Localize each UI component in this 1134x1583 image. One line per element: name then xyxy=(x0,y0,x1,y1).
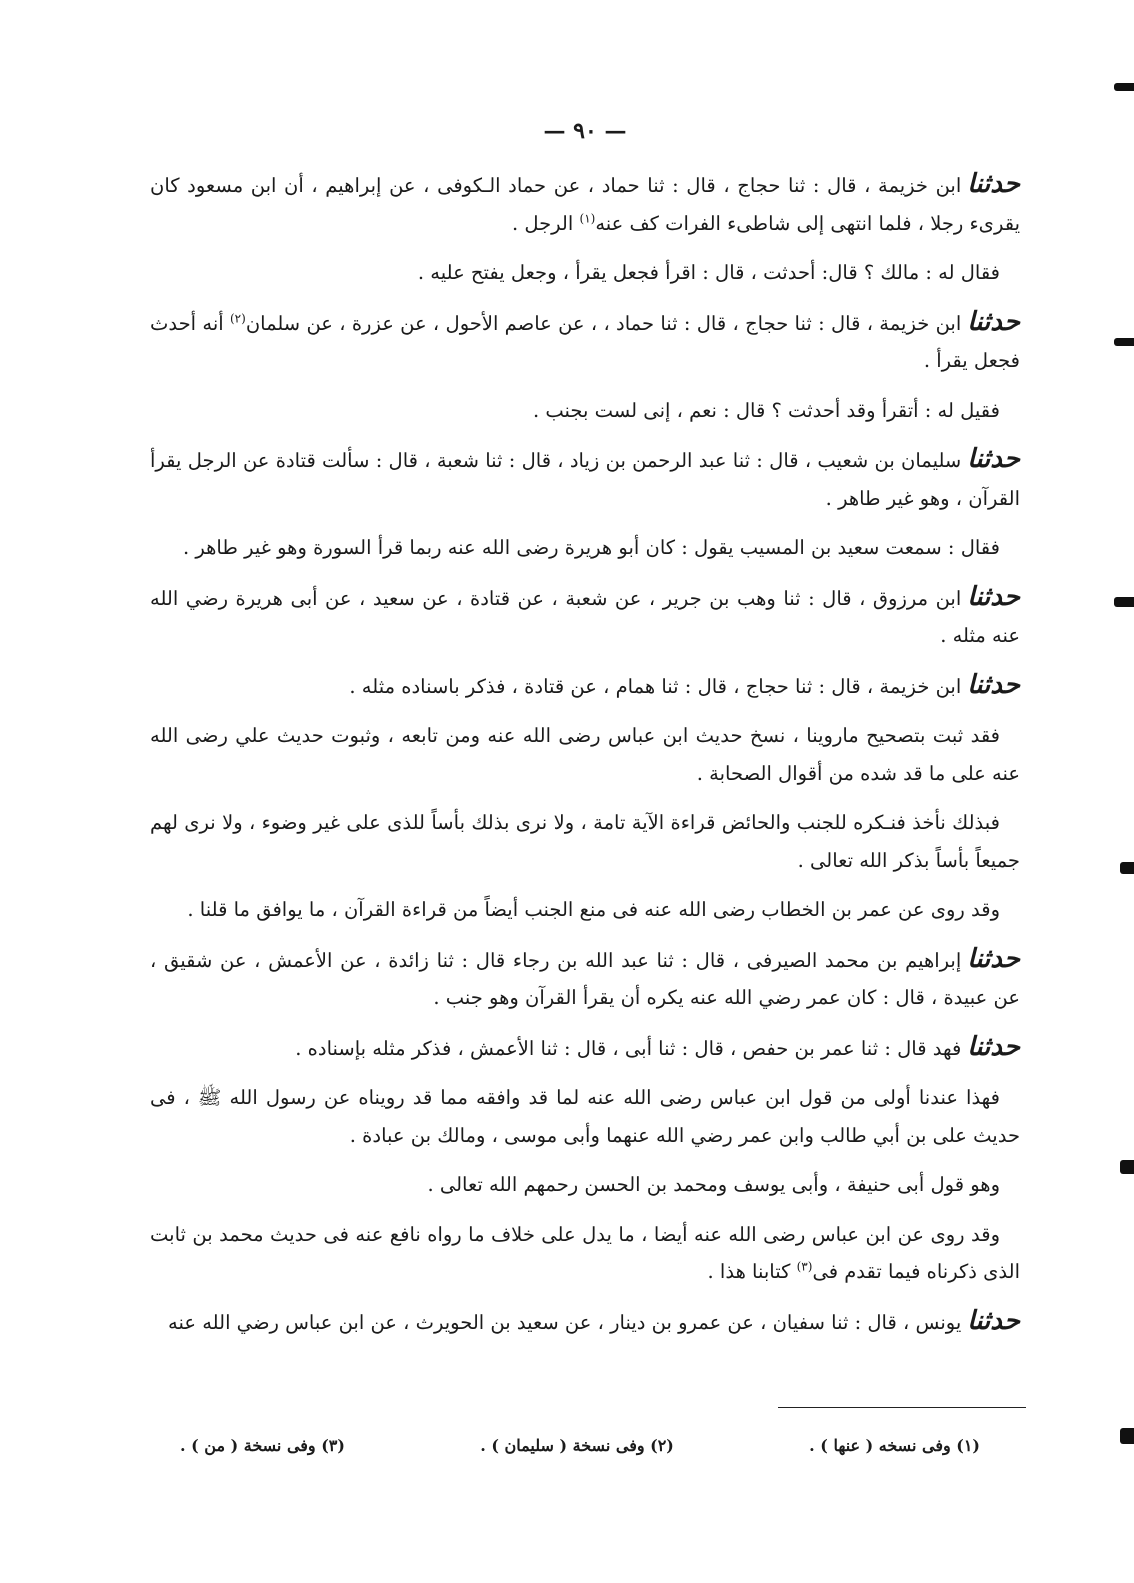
paragraph xyxy=(150,1303,1020,1342)
paragraph-text-tail: الرجل . xyxy=(511,211,580,235)
edge-mark xyxy=(1114,83,1134,91)
paragraph xyxy=(150,254,1020,292)
hadith-keyword: حدثنا xyxy=(967,1031,1020,1062)
paragraph xyxy=(150,717,1020,792)
paragraph-text: ابن مرزوق ، قال : ثنا وهب بن جرير ، عن شعبة ، عن قتادة ، عن سعيد ، عن أبى هريرة رضي الله عنه مثله . xyxy=(150,586,1020,647)
hadith-keyword: حدثنا xyxy=(967,669,1020,700)
footnote-ref: (١) xyxy=(579,211,596,225)
paragraph-text: فبذلك نأخذ فنـكره للجنب والحائض قراءة الآية تامة ، ولا نرى بذلك بأساً للذى على غير وضوء ، ولا نرى لهم جميعاً بأساً بذكر الله تعالى . xyxy=(150,811,1020,872)
paragraph-text: فقيل له : أتقرأ وقد أحدثت ؟ قال : نعم ، إنى لست بجنب . xyxy=(532,398,1000,422)
paragraph xyxy=(150,1079,1020,1154)
paragraph-text: وهو قول أبى حنيفة ، وأبى يوسف ومحمد بن الحسن رحمهم الله تعالى . xyxy=(427,1173,1000,1196)
edge-mark xyxy=(1114,597,1134,607)
paragraph-text: سليمان بن شعيب ، قال : ثنا عبد الرحمن بن زياد ، قال : ثنا شعبة ، قال : سألت قتادة عن الرجل يقرأ القرآن ، وهو غير طاهر . xyxy=(150,449,1020,510)
paragraph-text: وقد روى عن ابن عباس رضى الله عنه أيضا ، ما يدل على خلاف ما رواه نافع عنه فى حديث محمد بن ثابت الذى ذكرناه فيما تقدم فى xyxy=(150,1222,1020,1283)
footnote-2: (٢) وفى نسخة ( سليمان ) . xyxy=(480,1436,674,1455)
footnote-ref: (٢) xyxy=(229,311,246,325)
edge-mark xyxy=(1120,862,1134,874)
paragraph xyxy=(150,304,1020,380)
paragraph xyxy=(150,667,1020,706)
paragraph xyxy=(150,941,1020,1017)
hadith-keyword: حدثنا xyxy=(967,169,1020,199)
footnote-ref: (٣) xyxy=(796,1259,813,1274)
paragraph-text: ابن خزيمة ، قال : ثنا حجاج ، قال : ثنا حماد ، عن حماد الـكوفى ، عن إبراهيم ، أن ابن مسعود كان يقرىء رجلا ، فلما انتهى إلى شاطىء الفرات كف عنه xyxy=(150,174,1020,235)
paragraph xyxy=(150,441,1020,517)
paragraph-text: فقال : سمعت سعيد بن المسيب يقول : كان أبو هريرة رضى الله عنه ربما قرأ السورة وهو غير طاهر . xyxy=(182,536,1000,559)
footnote-1: (١) وفى نسخه ( عنها ) . xyxy=(809,1436,980,1455)
edge-mark xyxy=(1114,338,1134,346)
paragraph-text-tail: كتابنا هذا . xyxy=(707,1260,797,1283)
paragraph-text: ابن خزيمة ، قال : ثنا حجاج ، قال : ثنا همام ، عن قتادة ، فذكر باسناده مثله . xyxy=(349,674,962,698)
paragraph-text: ابن خزيمة ، قال : ثنا حجاج ، قال : ثنا حماد ، ، عن عاصم الأحول ، عن عزرة ، عن سلمان xyxy=(245,311,962,335)
hadith-keyword: حدثنا xyxy=(967,444,1020,474)
paragraph-list xyxy=(150,166,1020,1341)
paragraph xyxy=(150,804,1020,879)
edge-mark xyxy=(1120,1428,1134,1444)
paragraph-text: فقال له : مالك ؟ قال: أحدثت ، قال : اقرأ فجعل يقرأ ، وجعل يفتح عليه . xyxy=(417,261,1000,284)
footnote-divider xyxy=(778,1407,1026,1408)
paragraph xyxy=(150,579,1020,655)
paragraph xyxy=(150,891,1020,929)
paragraph xyxy=(150,392,1020,430)
footnotes xyxy=(150,1436,1020,1455)
hadith-keyword: حدثنا xyxy=(967,306,1020,337)
paragraph-text: وقد روى عن عمر بن الخطاب رضى الله عنه فى منع الجنب أيضاً من قراءة القرآن ، ما يوافق ما قلنا . xyxy=(187,898,1000,921)
hadith-keyword: حدثنا xyxy=(967,943,1020,974)
paragraph-text-tail: أنه أحدث فجعل يقرأ . xyxy=(150,311,1020,372)
footnote-3: (٣) وفى نسخة ( من ) . xyxy=(180,1436,345,1455)
paragraph-text: فهد قال : ثنا عمر بن حفص ، قال : ثنا أبى ، قال : ثنا الأعمش ، فذكر مثله بإسناده . xyxy=(295,1036,962,1060)
paragraph-text: فهذا عندنا أولى من قول ابن عباس رضى الله عنه لما قد وافقه مما قد رويناه عن رسول الله ﷺ ، فى حديث على بن أبي طالب وابن عمر رضي الله عنهما وأبى موسى ، ومالك بن عبادة . xyxy=(150,1086,1020,1147)
hadith-keyword: حدثنا xyxy=(967,1305,1020,1336)
paragraph-text: يونس ، قال : ثنا سفيان ، عن عمرو بن دينار ، عن سعيد بن الحويرث ، عن ابن عباس رضي الله عنه xyxy=(168,1310,962,1334)
page-number: — ٩٠ — xyxy=(543,118,627,144)
paragraph xyxy=(150,166,1020,242)
paragraph xyxy=(150,1216,1020,1291)
paragraph-text: إبراهيم بن محمد الصيرفى ، قال : ثنا عبد الله بن رجاء قال : ثنا زائدة ، عن الأعمش ، عن شقيق ، عن عبيدة ، قال : كان عمر رضي الله عنه يكره أن يقرأ القرآن وهو جنب . xyxy=(150,948,1020,1009)
page-body xyxy=(150,118,1020,1353)
paragraph xyxy=(150,1166,1020,1204)
paragraph xyxy=(150,1029,1020,1068)
hadith-keyword: حدثنا xyxy=(967,581,1021,612)
paragraph-text: فقد ثبت بتصحيح ماروينا ، نسخ حديث ابن عباس رضى الله عنه ومن تابعه ، وثبوت حديث علي رضى الله عنه على ما قد شده من أقوال الصحابة . xyxy=(150,724,1020,785)
edge-mark xyxy=(1120,1160,1134,1174)
paragraph xyxy=(150,529,1020,567)
